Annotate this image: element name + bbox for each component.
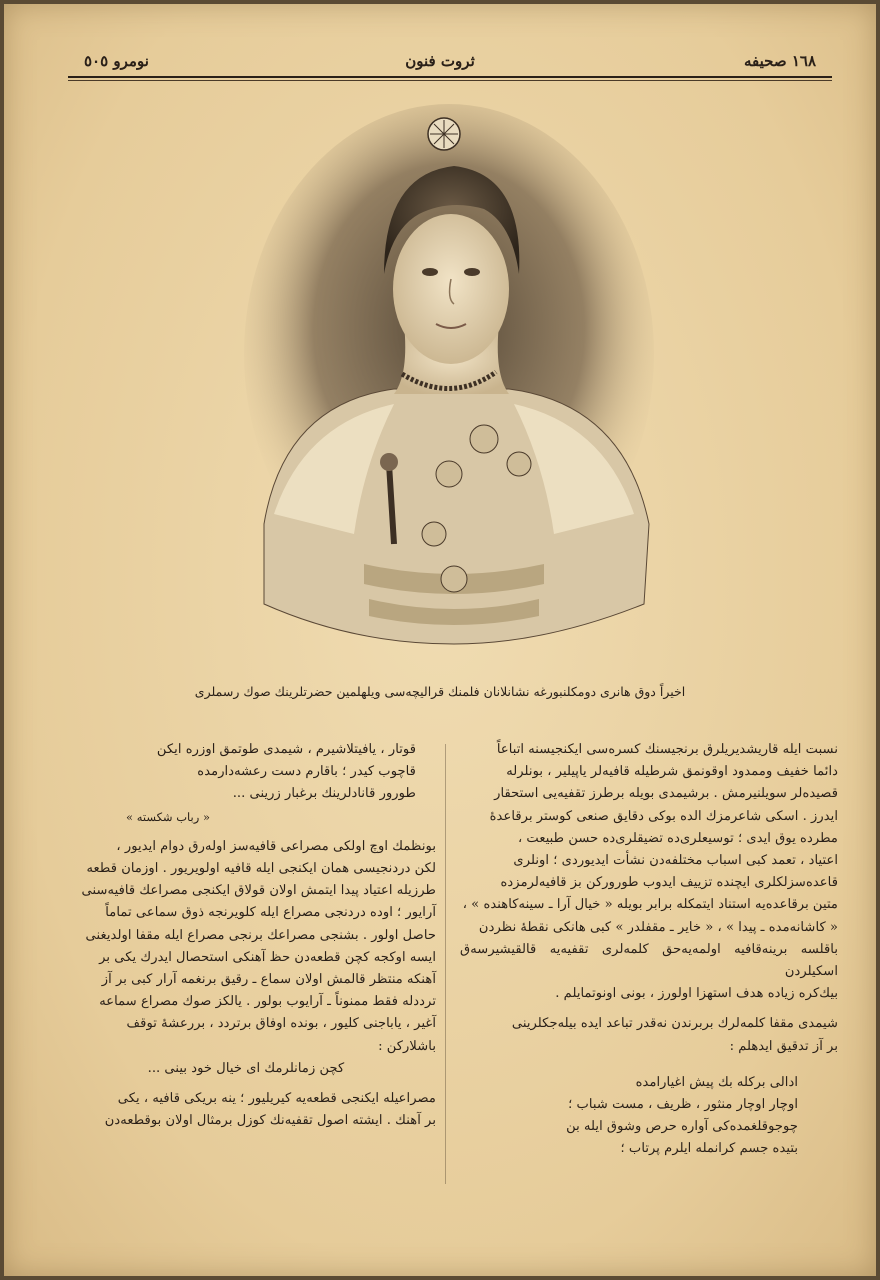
page-number: ١٦٨ صحيفه [744, 52, 816, 70]
journal-page [4, 4, 876, 1276]
text-line: بر آهنك . ايشته اصول تقفيه‌نك كوزل برمثال اولان بوقطعه‌دن [104, 1113, 436, 1129]
column-divider [445, 744, 446, 1184]
text-line: آرايور ؛ اوده دردنجی مصراع ايله كلويرنجه ذوق سماعی تماماً [105, 905, 436, 921]
text-line: ايدرز . اسكی شاعرمزك الده بوكی دقايق صنعی كوستر برقاعدهٔ [489, 808, 838, 824]
text-line: ايسه اوكجه كچن قطعه‌دن حظ آهنكی استحصال ايدرك يكی بر [99, 949, 436, 965]
header-rule [68, 76, 832, 78]
text-line: اعتياد ، تعمد كبی اسباب مختلفه‌دن نشأت ايديوردی ؛ اونلری [513, 853, 838, 869]
text-line: متين برقاعده‌يه استناد ايتمكله برابر بويله « خيال آرا ـ سينه‌كاهنده » ، [462, 897, 838, 913]
verse-line: بتيده جسم كرانمله ايلرم پرتاب ؛ [620, 1141, 798, 1157]
quoted-verse: كچن زمانلرمك ای خيال خود بينی ... [147, 1060, 345, 1076]
portrait-engraving [244, 104, 664, 654]
portrait-caption: اخيراً دوق هانری دومكلنبورغه نشانلانان فلمنك قراليچه‌سی ويلهلمين حضرتلرينك صوك رسملری [194, 684, 686, 699]
text-line: دائما خفيف وممدود اوقونمق شرطيله قافيه‌لر ياپيلير ، بونلرله [506, 764, 838, 780]
text-line: حاصل اولور . بشنجی مصراعك برنجی مصراع ايله مقفا اولديغنی [85, 927, 436, 943]
text-line: « كاشانه‌مده ـ پيدا » ، « خاير ـ مقفلدر » كبی هانكی نقطهٔ نظردن [478, 919, 838, 935]
right-column [460, 739, 838, 1161]
text-line: مصراعيله ايكنجی قطعه‌يه كيريليور ؛ ينه بريكی قافيه ، يكی [117, 1091, 436, 1107]
verse-line: قوتار ، يافيتلاشيرم ، شيمدی طوتمق اوزره ايكن [156, 742, 416, 757]
text-line: آهنكه منتظر قالمش اولان سماع ـ رقيق برنغمه آرار كبی بر آز [101, 972, 436, 988]
text-line: قاعده‌سزلكلری ايچنده تزييف ايدوب طوروركن بز قافيه‌لرمزده [500, 875, 838, 891]
text-line: نسبت ايله قاريشدير‌يلرق بر‌نجيسنك كسره‌سی ايكنجيسنه اتباعاً [496, 742, 838, 757]
text-line: لكن دردنجيسی همان ايكنجی ايله قافيه اولويريور . اوزمان قطعه [86, 861, 436, 877]
text-line: بونظمك اوچ اولكی مصراعی قافيه‌سز اوله‌رق دوام ايديور ، [116, 838, 436, 854]
text-line: بيك‌كره زياده هدف استهزا اولورز ، بونی اونوتمايلم . [555, 986, 838, 1002]
verse-line: طورور قانادلرينك برغبار زرينی ... [232, 786, 416, 802]
journal-title: ثروت فنون [405, 52, 475, 70]
text-line: مطرده يوق ايدی ؛ توسيعلری‌ده تضيقلری‌ده حسن طبيعت ، [517, 830, 838, 846]
text-line: شيمدی مقفا كلمه‌لرك بربرندن نه‌قدر تباعد ايده بيله‌جكلرينی [511, 1016, 838, 1032]
verse-line: ادالی بركله بك پيش اغيار‌امده [635, 1074, 798, 1090]
poem-attribution: « رباب شكسته » [126, 809, 211, 824]
left-column [56, 739, 436, 1132]
text-line: طرزيله اعتياد پيدا ايتمش اولان قولاق ايكنجی مصراعك قافيه‌سنی [81, 883, 436, 899]
text-line: آغير ، ياباجنی كليور ، بونده اوفاق برتردد ، بررعشهٔ توقف [126, 1016, 436, 1032]
text-line: ترددله فقط ممنوناً ـ آرايوب بولور . يالكز صوك مصراع سماعه [99, 994, 436, 1010]
verse-line: اوچار اوچار منثور ، ظريف ، مست شباب ؛ [568, 1097, 798, 1113]
verse-line: قاچوب كيدر ؛ باقارم دست رعشه‌دارمده [197, 764, 416, 780]
text-line: باشلاركن : [378, 1038, 436, 1054]
header-rule-thin [68, 80, 832, 81]
verse-line: چوجوقلغمده‌كی آواره حرص وشوق ايله بن [566, 1119, 798, 1135]
text-line: قصيده‌لر سويلنيرمش . برشيمدی بويله برطرز تقفيه‌يی استحقار [494, 786, 838, 802]
issue-number: نومرو ٥٠٥ [84, 52, 149, 70]
text-line: باقلسه برينه‌قافيه اولمه‌يه‌حق كلمه‌لری تقفيه‌يه قالقيشيرسه‌ق اسكيلردن [460, 941, 838, 980]
text-line: بر آز تدقيق ايدهلم : [729, 1038, 838, 1054]
